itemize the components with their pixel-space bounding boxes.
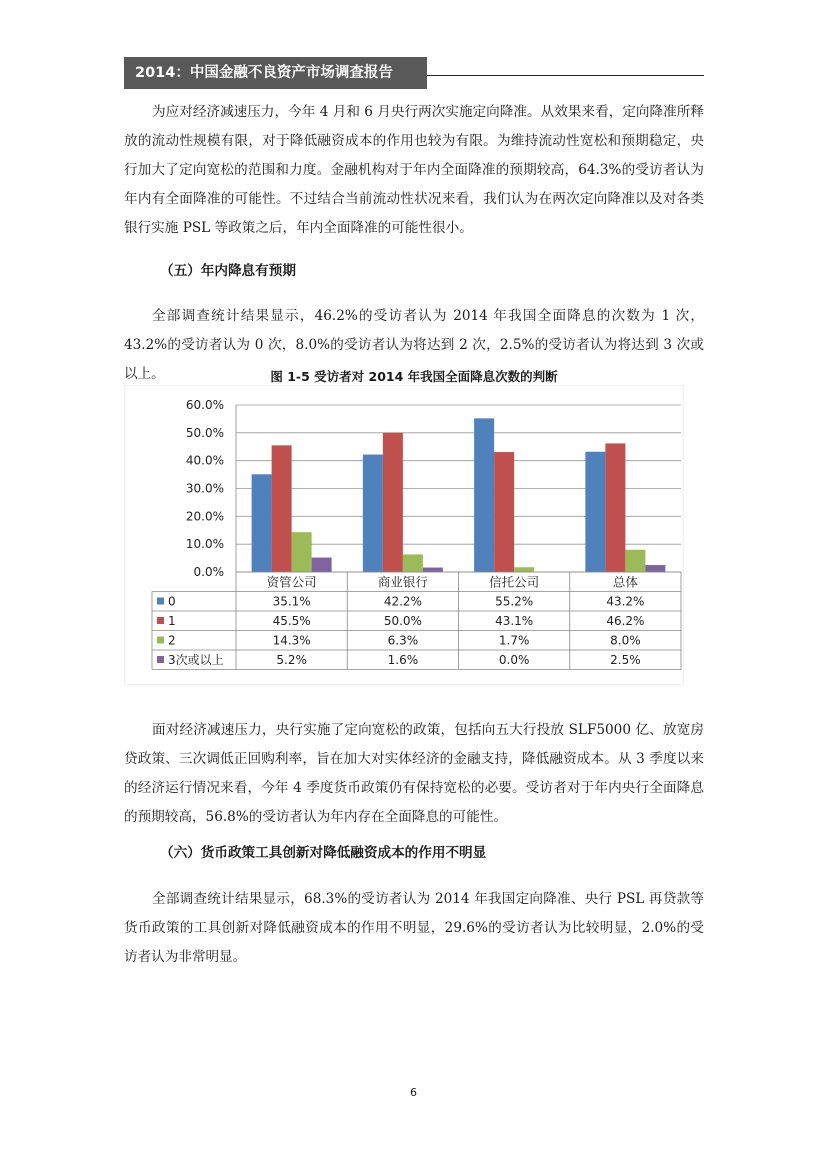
bar-信托公司-2 [514, 567, 534, 572]
bar-资管公司-2 [292, 532, 312, 572]
category-label: 总体 [612, 574, 638, 590]
table-value: 43.1% [495, 614, 534, 628]
table-value: 43.2% [606, 594, 645, 609]
bar-商业银行-0 [363, 455, 383, 572]
bar-商业银行-1 [383, 433, 403, 572]
legend-swatch-1 [157, 617, 164, 624]
bar-资管公司-3次或以上 [312, 558, 332, 572]
paragraph-rate-cut-survey: 全部调查统计结果显示，46.2%的受访者认为 2014 年我国全面降息的次数为 1 次，43.2%的受访者认为 0 次，8.0%的受访者认为将达到 2 次，2.5%的受访者认为将达到 3 次或以上。 [124, 308, 704, 382]
table-value: 1.6% [387, 653, 419, 667]
bar-总体-0 [585, 452, 605, 572]
y-tick-label: 50.0% [185, 425, 224, 440]
table-value: 0.0% [498, 653, 530, 667]
table-value: 50.0% [383, 614, 422, 628]
legend-swatch-0 [157, 598, 164, 605]
legend-label: 1 [168, 614, 176, 628]
table-value: 6.3% [387, 633, 419, 648]
legend-swatch-2 [157, 637, 164, 644]
bar-总体-1 [605, 443, 625, 572]
table-value: 5.2% [276, 653, 307, 667]
table-value: 1.7% [498, 633, 530, 648]
y-tick-label: 20.0% [185, 509, 224, 524]
bar-信托公司-0 [474, 418, 494, 572]
section-heading-6: （六）货币政策工具创新对降低融资成本的作用不明显 [160, 845, 487, 861]
table-value: 8.0% [610, 633, 641, 648]
category-label: 资管公司 [266, 574, 317, 590]
y-tick-label: 10.0% [185, 537, 224, 552]
bar-商业银行-3次或以上 [423, 568, 443, 572]
paragraph-policy-tools: 全部调查统计结果显示，68.3%的受访者认为 2014 年我国定向降准、央行 PSL 再贷款等货币政策的工具创新对降低融资成本的作用不明显，29.6%的受访者认为比较明显，2.0%的受访者认为非常明显。 [124, 891, 704, 965]
legend-label: 2 [168, 633, 176, 648]
table-value: 35.1% [272, 594, 311, 609]
bar-资管公司-0 [252, 474, 272, 572]
section-heading-5: （五）年内降息有预期 [160, 263, 296, 279]
report-header-title: 2014：中国金融不良资产市场调查报告 [124, 57, 427, 89]
legend-label: 3次或以上 [168, 653, 224, 667]
table-value: 55.2% [495, 594, 534, 609]
table-value: 45.5% [272, 614, 311, 628]
y-tick-label: 40.0% [185, 453, 224, 468]
page-number: 6 [410, 1086, 417, 1099]
legend-swatch-3次或以上 [157, 656, 164, 663]
y-tick-label: 0.0% [193, 565, 224, 579]
table-value: 46.2% [606, 614, 645, 628]
bar-资管公司-1 [272, 445, 292, 572]
category-label: 信托公司 [489, 574, 540, 590]
header-rule [427, 75, 704, 76]
paragraph-rrr-cut: 为应对经济减速压力，今年 4 月和 6 月央行两次实施定向降准。从效果来看，定向降准所释放的流动性规模有限，对于降低融资成本的作用也较为有限。为维持流动性宽松和预期稳定，央行加大了定向宽松的范围和力度。金融机构对于年内全面降准的预期较高，64.3%的受访者认为年内有全面降准的可能性。不过结合当前流动性状况来看，我们认为在两次定向降准以及对各类银行实施 PSL 等政策之后，年内全面降准的可能性很小。 [124, 104, 704, 236]
table-value: 2.5% [610, 653, 641, 667]
bar-商业银行-2 [403, 554, 423, 572]
bar-总体-2 [625, 550, 645, 572]
paragraph-policy-easing: 面对经济减速压力，央行实施了定向宽松的政策，包括向五大行投放 SLF5000 亿、放宽房贷政策、三次调低正回购利率，旨在加大对实体经济的金融支持，降低融资成本。从 3 季度以来的经济运行情况来看，今年 4 季度货币政策仍有保持宽松的必要。受访者对于年内央行全面降息的预期较高，56.8%的受访者认为年内存在全面降息的可能性。 [124, 722, 704, 825]
bar-信托公司-1 [494, 452, 514, 572]
bar-总体-3次或以上 [645, 565, 665, 572]
category-label: 商业银行 [377, 574, 428, 590]
legend-label: 0 [168, 594, 176, 609]
rate-cut-bar-chart [124, 385, 684, 685]
chart-title: 图 1-5 受访者对 2014 年我国全面降息次数的判断 [270, 369, 558, 384]
table-value: 14.3% [272, 633, 311, 648]
table-value: 42.2% [383, 594, 422, 609]
y-tick-label: 60.0% [185, 398, 224, 412]
y-tick-label: 30.0% [185, 481, 224, 496]
